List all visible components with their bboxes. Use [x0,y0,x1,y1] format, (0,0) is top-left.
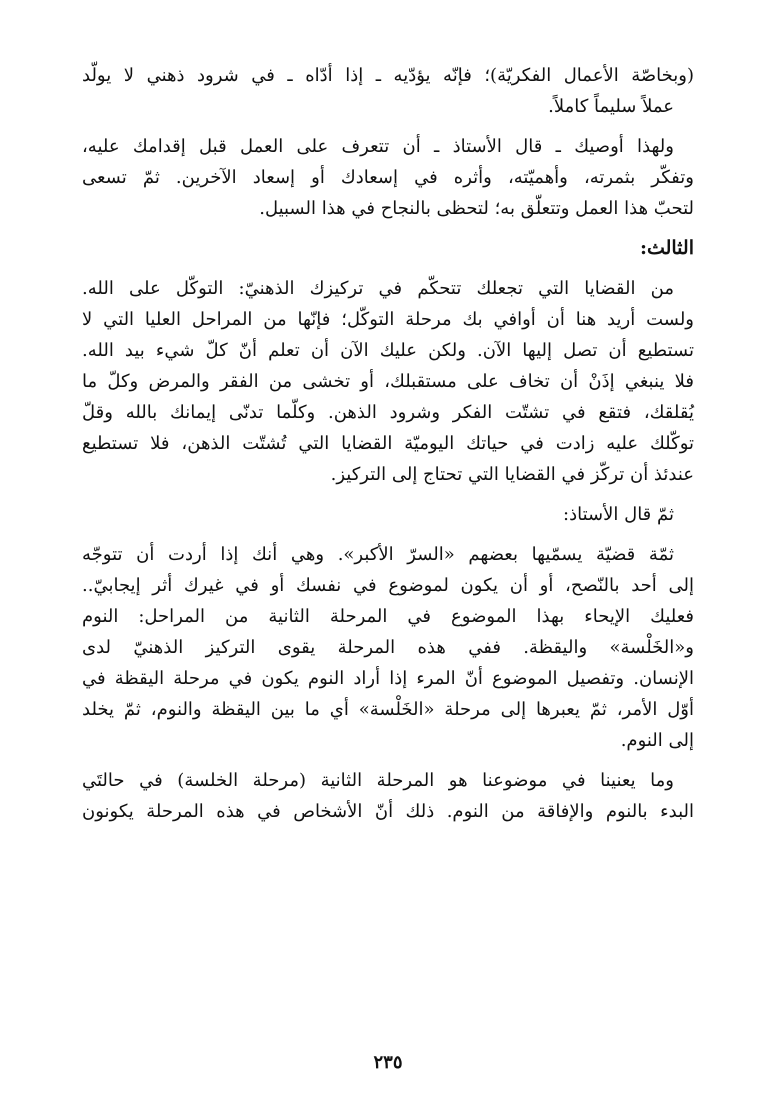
text-line: (وبخاصّة الأعمال الفكريّة)؛ فإنّه يؤدّيه ـ إذا أدّاه ـ في شرود ذهني لا يولّد [82,65,694,86]
paragraph-1 [82,60,694,122]
text-line: ولهذا أوصيك ـ قال الأستاذ ـ أن تتعرف على العمل قبل إقدامك عليه، [82,136,674,157]
text-line: الإنسان. وتفصيل الموضوع أنّ المرء إذا أراد النوم يكون في مرحلة اليقظة في [82,668,694,689]
text-line: البدء بالنوم والإفاقة من النوم. ذلك أنّ الأشخاص في هذه المرحلة يكونون [82,801,694,822]
paragraph-5 [82,539,694,756]
paragraph-4 [82,499,694,530]
text-line: لتحبّ هذا العمل وتتعلّق به؛ لتحظى بالنجاح في هذا السبيل. [259,198,694,219]
text-line: ثمّة قضيّة يسمّيها بعضهم «السرّ الأكبر». وهي أنك إذا أردت أن تتوجّه [82,544,674,565]
text-line: تستطيع أن تصل إليها الآن. ولكن عليك الآن أن تعلم أنّ كلّ شيء بيد الله. [82,340,694,361]
text-line: و«الخَلْسة» واليقظة. ففي هذه المرحلة يقوى التركيز الذهنيّ لدى [82,637,694,658]
text-line: ثمّ قال الأستاذ: [563,504,674,525]
section-heading: الثالث: [639,237,694,259]
text-line: إلى النوم. [620,730,694,751]
text-line: يُقلقك، فتقع في تشتّت الفكر وشرود الذهن. وكلّما تدنّى إيمانك بالله وقلّ [82,402,694,423]
text-line: وما يعنينا في موضوعنا هو المرحلة الثانية (مرحلة الخلسة) في حالتَي [82,770,674,791]
page-number: ٢٣٥ [373,1052,403,1073]
text-line: من القضايا التي تجعلك تتحكّم في تركيزك الذهنيّ: التوكّل على الله. [82,278,674,299]
text-line: عملاً سليماً كاملاً. [548,96,674,117]
text-line: ولست أريد هنا أن أوافي بك مرحلة التوكّل؛ فإنّها من المراحل العليا التي لا [82,309,694,330]
text-line: إلى أحد بالنّصح، أو أن يكون لموضوع في نفسك أو في غيرك أثر إيجابيّ.. [82,575,694,596]
text-line: وتفكّر بثمرته، وأهميّته، وأثره في إسعادك أو إسعاد الآخرين. ثمّ تسعى [82,167,694,188]
paragraph-2 [82,131,694,224]
text-line: أوّل الأمر، ثمّ يعبرها إلى مرحلة «الخَلْسة» أي ما بين اليقظة والنوم، ثمّ يخلد [82,699,694,720]
paragraph-3 [82,273,694,490]
text-line: فلا ينبغي إذَنْ أن تخاف على مستقبلك، أو تخشى من الفقر والمرض وكلّ ما [82,371,694,392]
text-line: عندئذ أن تركّز في القضايا التي تحتاج إلى التركيز. [330,464,694,485]
text-line: توكّلك عليه زادت في حياتك اليوميّة القضايا التي تُشتّت الذهن، فلا تستطيع [82,433,694,454]
paragraph-6 [82,765,694,827]
text-line: فعليك الإيحاء بهذا الموضوع في المرحلة الثانية من المراحل: النوم [82,606,694,627]
